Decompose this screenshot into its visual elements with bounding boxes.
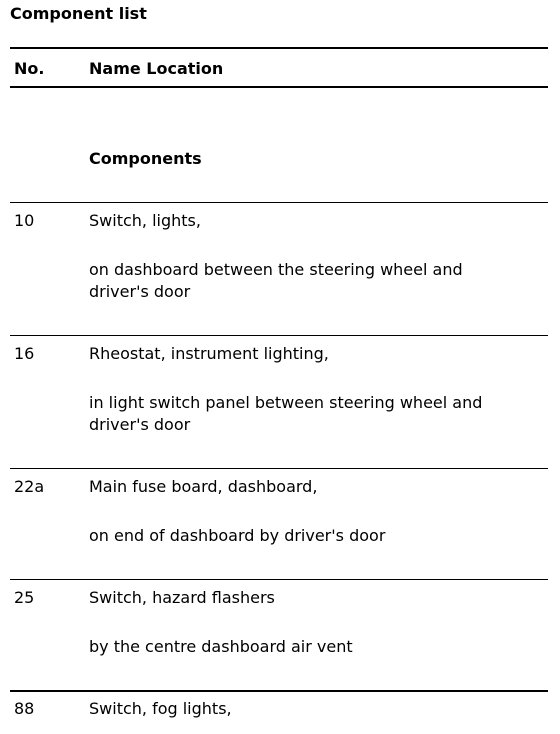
component-name: Main fuse board, dashboard,	[89, 477, 318, 496]
component-number: 22a	[14, 477, 45, 496]
header-no-label: No.	[14, 59, 45, 78]
component-location-continued: driver's door	[89, 282, 191, 301]
component-location: in light switch panel between steering wheel and	[89, 393, 483, 412]
section-heading: Components	[89, 149, 202, 168]
component-location-continued: driver's door	[89, 415, 191, 434]
header-bottom-rule	[10, 86, 548, 88]
component-name: Switch, hazard flashers	[89, 588, 275, 607]
component-location: on dashboard between the steering wheel and	[89, 260, 463, 279]
component-number: 88	[14, 699, 35, 718]
component-location: on end of dashboard by driver's door	[89, 526, 386, 545]
component-name: Rheostat, instrument lighting,	[89, 344, 329, 363]
row-divider	[10, 579, 548, 580]
table-top-rule	[10, 47, 548, 49]
component-name: Switch, fog lights,	[89, 699, 232, 718]
row-divider-thick	[10, 690, 548, 692]
header-name-location-label: Name Location	[89, 59, 224, 78]
component-name: Switch, lights,	[89, 211, 201, 230]
component-number: 16	[14, 344, 35, 363]
component-number: 10	[14, 211, 35, 230]
component-number: 25	[14, 588, 35, 607]
section-rule	[10, 202, 548, 203]
row-divider	[10, 468, 548, 469]
row-divider	[10, 335, 548, 336]
page-title: Component list	[10, 4, 147, 23]
component-location: by the centre dashboard air vent	[89, 637, 353, 656]
